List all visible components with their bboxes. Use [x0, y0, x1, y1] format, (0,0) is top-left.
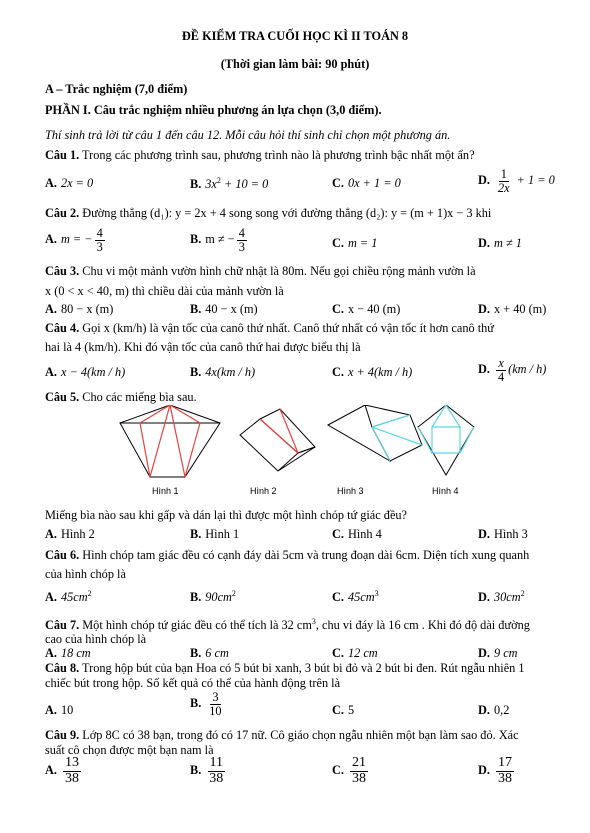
figure-2-net — [240, 409, 315, 471]
q6-option-b[interactable]: B. $90cm^2$ — [190, 589, 236, 605]
q7-option-d[interactable]: D. 9 cm — [478, 646, 518, 660]
figure-4-label: Hình 4 — [432, 486, 459, 496]
question-6-options — [45, 589, 560, 605]
q4-option-c[interactable]: C. x + 4(km / h) — [332, 365, 413, 379]
q2-option-d[interactable]: D. m ≠ 1 — [478, 236, 522, 250]
q3-option-a[interactable]: A. 80 − x (m) — [45, 302, 114, 316]
question-5-line2: Miếng bìa nào sau khi gấp và dán lại thì được một hình chóp tứ giác đều? — [45, 508, 408, 522]
question-2-options — [45, 226, 560, 254]
question-7: Câu 7. Một hình chóp tứ giác đều có thể tích là 32 $cm^3$, chu vi đáy là 16 cm . Khi đó độ dài đường — [45, 617, 530, 633]
q1-option-a[interactable]: A. 2x = 0 — [45, 176, 94, 190]
question-3-options — [45, 302, 560, 318]
exam-title: ĐỀ KIỂM TRA CUỐI HỌC KÌ II TOÁN 8 — [181, 29, 409, 43]
net-figures — [110, 405, 480, 483]
q6-option-c[interactable]: C. $45cm^3$ — [332, 589, 379, 605]
question-4-options — [45, 356, 560, 384]
part1-heading: PHẦN I. Câu trắc nghiệm nhiều phương án lựa chọn (3,0 điểm). — [45, 103, 382, 117]
question-4-line2: hai là 4 (km/h). Khi đó vận tốc của canô thứ hai được biểu thị là — [45, 340, 361, 354]
part1-instruction: Thí sinh trả lời từ câu 1 đến câu 12. Mỗi câu hỏi thí sinh chỉ chọn một phương án. — [45, 128, 451, 142]
q9-option-a[interactable]: A. $\frac{13}{38}$ — [45, 755, 79, 786]
q1-option-c[interactable]: C. 0x + 1 = 0 — [332, 176, 401, 190]
q5-option-b[interactable]: B. Hình 1 — [190, 527, 240, 541]
question-2: Câu 2. Đường thẳng (d₁): y = 2x + 4 song song với đường thẳng (d₂): y = (m + 1)x − 3 khi — [45, 206, 492, 220]
question-8-options — [45, 690, 560, 719]
q5-option-a[interactable]: A. Hình 2 — [45, 527, 95, 541]
q4-option-b[interactable]: B. 4x(km / h) — [190, 365, 256, 379]
figure-2-label: Hình 2 — [250, 486, 277, 496]
question-6-line2: của hình chóp là — [45, 567, 126, 581]
question-9: Câu 9. Lớp 8C có 38 bạn, trong đó có 17 nữ. Cô giáo chọn ngẫu nhiên một bạn làm sao đỏ. Xác — [45, 728, 519, 742]
question-8: Câu 8. Trong hộp bút của bạn Hoa có 5 bút bi xanh, 3 bút bi đỏ và 2 bút bi đen. Rút ngẫu nhiên 1 — [45, 661, 525, 675]
q9-option-b[interactable]: B. $\frac{11}{38}$ — [190, 755, 224, 786]
q4-option-d[interactable]: D. $\frac{x}{4}$ (km / h) — [478, 356, 547, 384]
q8-option-d[interactable]: D. 0,2 — [478, 703, 510, 717]
figure-3-net — [328, 405, 422, 461]
q3-option-b[interactable]: B. 40 − x (m) — [190, 302, 258, 316]
q3-option-d[interactable]: D. x + 40 (m) — [478, 302, 547, 316]
question-4: Câu 4. Gọi x (km/h) là vận tốc của canô thứ nhất. Canô thứ nhất có vận tốc ít hơn canô thứ — [45, 321, 494, 335]
q8-option-a[interactable]: A. 10 — [45, 703, 74, 717]
question-5-options — [45, 527, 560, 543]
question-5: Câu 5. Cho các miếng bìa sau. — [45, 390, 197, 404]
q4-option-a[interactable]: A. x − 4(km / h) — [45, 365, 126, 379]
question-8-line2: chiếc bút trong hộp. Số kết quả có thể của hành động trên là — [45, 676, 341, 690]
question-9-options — [45, 755, 560, 786]
question-7-options — [45, 646, 560, 662]
exam-time: (Thời gian làm bài: 90 phút) — [220, 57, 370, 71]
q7-option-b[interactable]: B. 6 cm — [190, 646, 229, 660]
q9-option-c[interactable]: C. $\frac{21}{38}$ — [332, 755, 366, 786]
question-3-line2: x (0 < x < 40, m) thì chiều dài của mảnh vườn là — [45, 284, 284, 298]
question-3: Câu 3. Chu vi một mảnh vườn hình chữ nhật là 80m. Nếu gọi chiều rộng mảnh vườn là — [45, 264, 476, 278]
q6-option-d[interactable]: D. $30cm^2$ — [478, 589, 525, 605]
question-6: Câu 6. Hình chóp tam giác đều có cạnh đáy dài 5cm và trung đoạn dài 6cm. Diện tích xung quanh — [45, 548, 530, 562]
q5-option-d[interactable]: D. Hình 3 — [478, 527, 528, 541]
q7-option-c[interactable]: C. 12 cm — [332, 646, 378, 660]
q1-option-d[interactable]: D. $\frac{1}{2x}$ + 1 = 0 — [478, 167, 555, 195]
q2-option-c[interactable]: C. m = 1 — [332, 236, 378, 250]
q7-option-a[interactable]: A. 18 cm — [45, 646, 91, 660]
q5-option-c[interactable]: C. Hình 4 — [332, 527, 382, 541]
question-7-line2: cao của hình chóp là — [45, 632, 147, 646]
q6-option-a[interactable]: A. $45cm^2$ — [45, 589, 92, 605]
figure-4-net — [418, 405, 474, 475]
q8-option-c[interactable]: C. 5 — [332, 703, 355, 717]
figure-1-net — [120, 405, 220, 477]
figure-1-label: Hình 1 — [152, 486, 179, 496]
q8-option-b[interactable]: B. $\frac{3}{10}$ — [190, 690, 222, 718]
q2-option-a[interactable]: A. m = − $\frac{4}{3}$ — [45, 226, 103, 254]
q3-option-c[interactable]: C. x − 40 (m) — [332, 302, 401, 316]
question-1: Câu 1. Trong các phương trình sau, phương trình nào là phương trình bậc nhất một ẩn? — [45, 148, 475, 162]
q1-option-b[interactable]: B. $3x^2 + 10 = 0$ — [190, 176, 269, 192]
question-1-options — [45, 167, 560, 195]
section-a-heading: A – Trắc nghiệm (7,0 điểm) — [45, 82, 188, 96]
figure-3-label: Hình 3 — [337, 486, 364, 496]
q2-option-b[interactable]: B. m ≠ − $\frac{4}{3}$ — [190, 226, 245, 254]
q9-option-d[interactable]: D. $\frac{17}{38}$ — [478, 755, 512, 786]
question-9-line2: suất cô chọn được một bạn nam là — [45, 743, 214, 757]
